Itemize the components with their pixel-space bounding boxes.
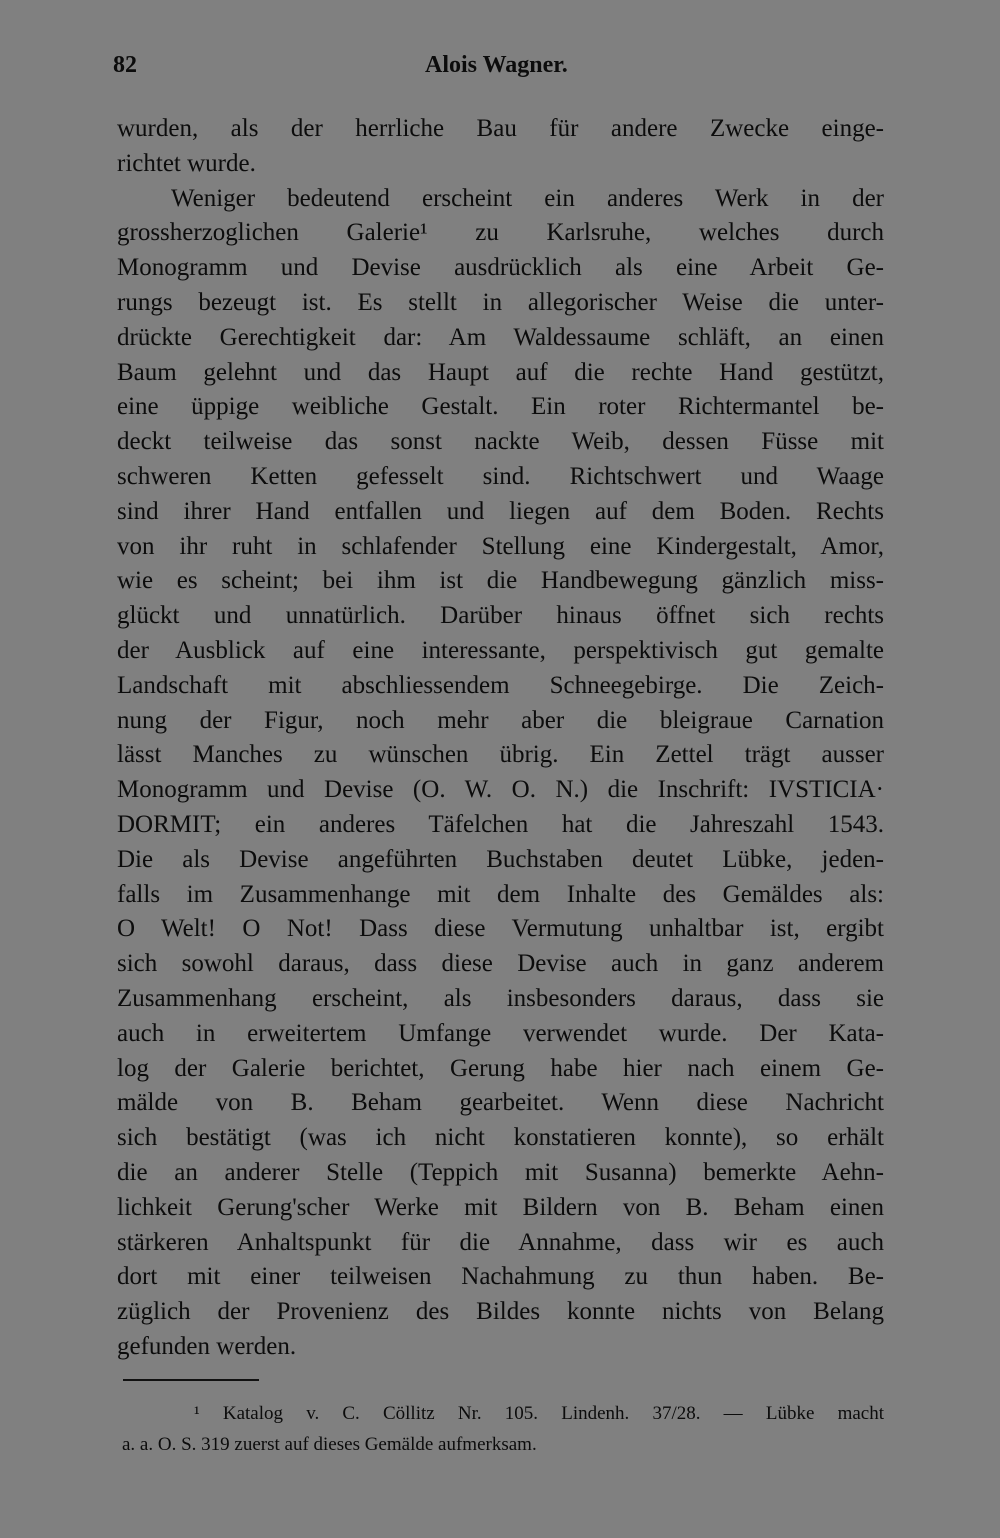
page-header xyxy=(113,52,883,86)
text-line: DORMIT; ein anderes Täfelchen hat die Jahreszahl 1543. xyxy=(117,810,884,838)
text-line: eine üppige weibliche Gestalt. Ein roter Richtermantel be- xyxy=(117,393,884,421)
page-number: 82 xyxy=(113,52,137,78)
text-line: Die als Devise angeführten Buchstaben deutet Lübke, jeden- xyxy=(117,845,884,873)
text-line: züglich der Provenienz des Bildes konnte nichts von Belang xyxy=(117,1298,884,1326)
text-line: sich sowohl daraus, dass diese Devise auch in ganz anderem xyxy=(117,950,884,978)
text-line: wie es scheint; bei ihm ist die Handbewegung gänzlich miss- xyxy=(117,567,884,595)
text-line: drückte Gerechtigkeit dar: Am Waldessaume schläft, an einen xyxy=(117,323,884,351)
text-line: nung der Figur, noch mehr aber die bleigraue Carnation xyxy=(117,706,884,734)
footnote-divider xyxy=(123,1379,259,1381)
text-line: rungs bezeugt ist. Es stellt in allegorischer Weise die unter- xyxy=(117,288,884,316)
text-line: falls im Zusammenhange mit dem Inhalte des Gemäldes als: xyxy=(117,880,884,908)
text-line: schweren Ketten gefesselt sind. Richtschwert und Waage xyxy=(117,462,884,490)
text-line: mälde von B. Beham gearbeitet. Wenn diese Nachricht xyxy=(117,1089,884,1117)
text-line: lichkeit Gerung'scher Werke mit Bildern von B. Beham einen xyxy=(117,1193,884,1221)
text-line: wurden, als der herrliche Bau für andere Zwecke einge- xyxy=(117,115,884,142)
text-line: von ihr ruht in schlafender Stellung eine Kindergestalt, Amor, xyxy=(117,532,884,560)
footnotes xyxy=(122,1398,884,1460)
text-line: sich bestätigt (was ich nicht konstatieren konnte), so erhält xyxy=(117,1124,884,1152)
text-line: O Welt! O Not! Dass diese Vermutung unhaltbar ist, ergibt xyxy=(117,915,884,943)
text-line: deckt teilweise das sonst nackte Weib, dessen Füsse mit xyxy=(117,428,884,456)
text-line: die an anderer Stelle (Teppich mit Susanna) bemerkte Aehn- xyxy=(117,1158,884,1186)
text-line: Baum gelehnt und das Haupt auf die rechte Hand gestützt, xyxy=(117,358,884,386)
text-line: lässt Manches zu wünschen übrig. Ein Zettel trägt ausser xyxy=(117,741,884,769)
text-line: stärkeren Anhaltspunkt für die Annahme, dass wir es auch xyxy=(117,1228,884,1256)
text-line: glückt und unnatürlich. Darüber hinaus öffnet sich rechts xyxy=(117,602,884,630)
text-line: gefunden werden. xyxy=(117,1332,297,1360)
text-line: auch in erweitertem Umfange verwendet wurde. Der Kata- xyxy=(117,1019,884,1047)
text-line: Monogramm und Devise (O. W. O. N.) die Inschrift: IVSTICIA· xyxy=(117,776,884,804)
text-line: sind ihrer Hand entfallen und liegen auf dem Boden. Rechts xyxy=(117,497,884,525)
text-line: Monogramm und Devise ausdrücklich als eine Arbeit Ge- xyxy=(117,254,884,282)
footnote-line: ¹ Katalog v. C. Cöllitz Nr. 105. Lindenh. 37/28. — Lübke macht xyxy=(194,1403,884,1424)
text-line: Landschaft mit abschliessendem Schneegebirge. Die Zeich- xyxy=(117,671,884,699)
text-line: der Ausblick auf eine interessante, perspektivisch gut gemalte xyxy=(117,636,884,664)
text-line: log der Galerie berichtet, Gerung habe hier nach einem Ge- xyxy=(117,1054,884,1082)
footnote-line: a. a. O. S. 319 zuerst auf dieses Gemälde aufmerksam. xyxy=(122,1434,537,1455)
text-line: dort mit einer teilweisen Nachahmung zu thun haben. Be- xyxy=(117,1263,884,1291)
running-title: Alois Wagner. xyxy=(425,52,568,78)
text-line: grossherzoglichen Galerie¹ zu Karlsruhe, welches durch xyxy=(117,219,884,247)
text-line: Zusammenhang erscheint, als insbesonders daraus, dass sie xyxy=(117,984,884,1012)
body-text xyxy=(117,112,884,1365)
text-line: richtet wurde. xyxy=(117,149,256,177)
text-line: Weniger bedeutend erscheint ein anderes Werk in der xyxy=(171,184,884,212)
